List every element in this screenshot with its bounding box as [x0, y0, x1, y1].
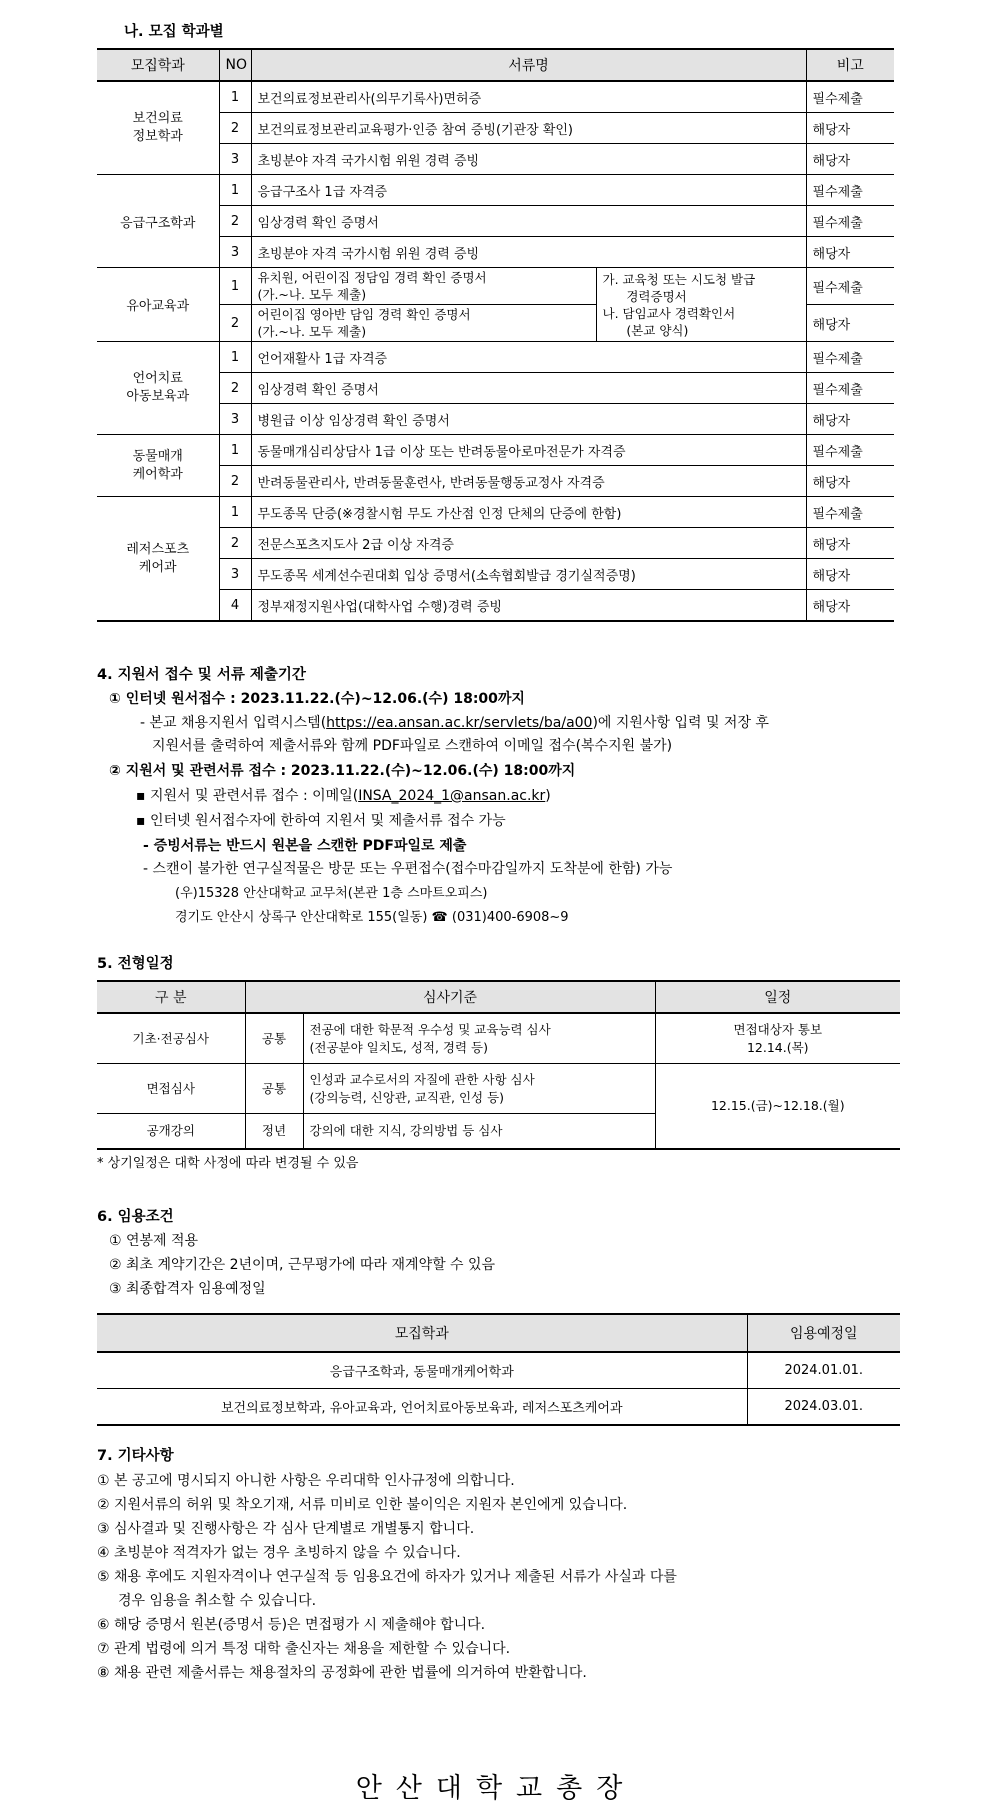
document-table-by-department — [97, 48, 894, 622]
table-row — [97, 1389, 900, 1426]
note-cell: 해당자 — [806, 404, 894, 435]
note-cell: 필수제출 — [806, 206, 894, 237]
section7-item-continued: 경우 임용을 취소할 수 있습니다. — [118, 1593, 317, 1609]
text: - 본교 채용지원서 입력시스템( — [140, 715, 327, 731]
doc-cell: 무도종목 세계선수권대회 입상 증명서(소속협회발급 경기실적증명) — [251, 559, 806, 590]
section4-address-2: 경기도 안산시 상록구 안산대학로 155(일동) ☎ (031)400-6908~9 — [175, 910, 569, 925]
apply-system-link[interactable]: https://ea.ansan.ac.kr/servlets/ba/a00 — [326, 715, 593, 731]
scope-cell: 공통 — [245, 1064, 303, 1114]
section-na-title: 나. 모집 학과별 — [124, 24, 224, 40]
header-stage: 구 분 — [97, 981, 245, 1013]
section7-item: ② 지원서류의 허위 및 착오기재, 서류 미비로 인한 불이익은 지원자 본인에게 있습니다. — [97, 1497, 628, 1513]
doc-cell: 어린이집 영아반 담임 경력 확인 증명서 (가.~나. 모두 제출) — [251, 305, 596, 342]
table-header-row — [97, 49, 894, 81]
dept-cell: 유아교육과 — [97, 268, 219, 342]
section6-item: ② 최초 계약기간은 2년이며, 근무평가에 따라 재계약할 수 있음 — [109, 1257, 496, 1273]
section6-title: 6. 임용조건 — [97, 1209, 174, 1225]
no-cell: 2 — [219, 528, 251, 559]
stage-cell: 공개강의 — [97, 1114, 245, 1150]
doc-cell: 전문스포츠지도사 2급 이상 자격증 — [251, 528, 806, 559]
doc-cell: 보건의료정보관리교육평가·인증 참여 증빙(기관장 확인) — [251, 113, 806, 144]
doc-cell: 무도종목 단증(※경찰시험 무도 가산점 인정 단체의 단증에 한함) — [251, 497, 806, 528]
section4-item1-detail — [140, 712, 769, 732]
president-signature: 안산대학교총장 — [355, 1773, 637, 1804]
no-cell: 3 — [219, 559, 251, 590]
section4-item1-detail-2: 지원서를 출력하여 제출서류와 함께 PDF파일로 스캔하여 이메일 접수(복수지원 불가) — [152, 738, 673, 754]
table-row — [97, 1064, 900, 1114]
header-schedule: 일정 — [655, 981, 900, 1013]
doc-cell: 반려동물관리사, 반려동물훈련사, 반려동물행동교정사 자격증 — [251, 466, 806, 497]
no-cell: 1 — [219, 175, 251, 206]
date-cell: 2024.03.01. — [747, 1389, 900, 1426]
header-dept: 모집학과 — [97, 1314, 747, 1352]
text: ) — [545, 788, 551, 804]
table-header-row — [97, 981, 900, 1013]
no-cell: 1 — [219, 81, 251, 113]
doc-cell: 동물매개심리상담사 1급 이상 또는 반려동물아로마전문가 자격증 — [251, 435, 806, 466]
header-note: 비고 — [806, 49, 894, 81]
schedule-table — [97, 980, 900, 1150]
note-cell: 필수제출 — [806, 497, 894, 528]
criteria-cell: 강의에 대한 지식, 강의방법 등 심사 — [303, 1114, 655, 1150]
header-no: NO — [219, 49, 251, 81]
scope-cell: 정년 — [245, 1114, 303, 1150]
note-cell: 필수제출 — [806, 342, 894, 373]
date-cell: 2024.01.01. — [747, 1352, 900, 1389]
stage-cell: 면접심사 — [97, 1064, 245, 1114]
doc-cell: 언어재활사 1급 자격증 — [251, 342, 806, 373]
dept-cell: 동물매개 케어학과 — [97, 435, 219, 497]
note-cell: 필수제출 — [806, 81, 894, 113]
stage-cell: 기초·전공심사 — [97, 1013, 245, 1064]
note-cell: 해당자 — [806, 113, 894, 144]
section7-item: ⑥ 해당 증명서 원본(증명서 등)은 면접평가 시 제출해야 합니다. — [97, 1617, 486, 1633]
section7-item: ⑦ 관계 법령에 의거 특정 대학 출신자는 채용을 제한할 수 있습니다. — [97, 1641, 511, 1657]
section7-title: 7. 기타사항 — [97, 1448, 174, 1464]
section4-dash2: - 스캔이 불가한 연구실적물은 방문 또는 우편접수(접수마감일까지 도착분에 한함) 가능 — [143, 861, 673, 877]
section5-title: 5. 전형일정 — [97, 956, 174, 972]
doc-cell: 초빙분야 자격 국가시험 위원 경력 증빙 — [251, 237, 806, 268]
text: ▪ 지원서 및 관련서류 접수 : 이메일( — [136, 788, 359, 804]
no-cell: 2 — [219, 113, 251, 144]
dept-cell: 응급구조학과, 동물매개케어학과 — [97, 1352, 747, 1389]
email-link[interactable]: INSA_2024_1@ansan.ac.kr — [358, 788, 546, 804]
section7-item: ⑧ 채용 관련 제출서류는 채용절차의 공정화에 관한 법률에 의거하여 반환합니다. — [97, 1665, 587, 1681]
table-row — [97, 435, 894, 466]
section4-item2: ② 지원서 및 관련서류 접수 : 2023.11.22.(수)~12.06.(수) 18:00까지 — [109, 763, 576, 779]
note-cell: 해당자 — [806, 144, 894, 175]
table-row — [97, 342, 894, 373]
no-cell: 1 — [219, 268, 251, 305]
schedule-cell: 면접대상자 통보 12.14.(목) — [655, 1013, 900, 1064]
table-row — [97, 175, 894, 206]
section6-item: ③ 최종합격자 임용예정일 — [109, 1281, 266, 1297]
schedule-note: * 상기일정은 대학 사정에 따라 변경될 수 있음 — [97, 1156, 359, 1171]
note-cell: 해당자 — [806, 590, 894, 622]
doc-cell: 유치원, 어린이집 정담임 경력 확인 증명서 (가.~나. 모두 제출) — [251, 268, 596, 305]
dept-cell: 응급구조학과 — [97, 175, 219, 268]
doc-side-note: 가. 교육청 또는 시도청 발급 경력증명서 나. 담임교사 경력확인서 (본교 양식) — [596, 268, 806, 342]
no-cell: 2 — [219, 305, 251, 342]
section4-title: 4. 지원서 접수 및 서류 제출기간 — [97, 667, 306, 683]
dept-cell: 레저스포츠 케어과 — [97, 497, 219, 622]
no-cell: 2 — [219, 206, 251, 237]
no-cell: 1 — [219, 342, 251, 373]
table-row — [97, 268, 894, 305]
appointment-table — [97, 1313, 900, 1426]
section7-item: ④ 초빙분야 적격자가 없는 경우 초빙하지 않을 수 있습니다. — [97, 1545, 461, 1561]
note-cell: 필수제출 — [806, 435, 894, 466]
doc-cell: 정부재정지원사업(대학사업 수행)경력 증빙 — [251, 590, 806, 622]
section7-item: ⑤ 채용 후에도 지원자격이나 연구실적 등 임용요건에 하자가 있거나 제출된 서류가 사실과 다를 — [97, 1569, 677, 1585]
dept-cell: 언어치료 아동보육과 — [97, 342, 219, 435]
table-row — [97, 497, 894, 528]
note-cell: 필수제출 — [806, 175, 894, 206]
dept-cell: 보건의료 정보학과 — [97, 81, 219, 175]
header-dept: 모집학과 — [97, 49, 219, 81]
no-cell: 3 — [219, 404, 251, 435]
doc-cell: 임상경력 확인 증명서 — [251, 206, 806, 237]
no-cell: 3 — [219, 144, 251, 175]
section4-item1: ① 인터넷 원서접수 : 2023.11.22.(수)~12.06.(수) 18:00까지 — [109, 691, 525, 707]
section6-item: ① 연봉제 적용 — [109, 1233, 199, 1249]
doc-cell: 병원급 이상 임상경력 확인 증명서 — [251, 404, 806, 435]
section4-bullet2: ▪ 인터넷 원서접수자에 한하여 지원서 및 제출서류 접수 가능 — [136, 813, 506, 829]
doc-cell: 초빙분야 자격 국가시험 위원 경력 증빙 — [251, 144, 806, 175]
no-cell: 1 — [219, 435, 251, 466]
header-doc: 서류명 — [251, 49, 806, 81]
section7-item: ① 본 공고에 명시되지 아니한 사항은 우리대학 인사규정에 의합니다. — [97, 1473, 515, 1489]
note-cell: 필수제출 — [806, 373, 894, 404]
no-cell: 2 — [219, 466, 251, 497]
text: )에 지원사항 입력 및 저장 후 — [592, 715, 769, 731]
no-cell: 1 — [219, 497, 251, 528]
section4-address-1: (우)15328 안산대학교 교무처(본관 1층 스마트오피스) — [175, 886, 488, 901]
no-cell: 3 — [219, 237, 251, 268]
section4-dash1: - 증빙서류는 반드시 원본을 스캔한 PDF파일로 제출 — [143, 838, 467, 854]
table-header-row — [97, 1314, 900, 1352]
note-cell: 해당자 — [806, 559, 894, 590]
table-row — [97, 1352, 900, 1389]
doc-cell: 보건의료정보관리사(의무기록사)면허증 — [251, 81, 806, 113]
note-cell: 해당자 — [806, 305, 894, 342]
table-row — [97, 81, 894, 113]
no-cell: 2 — [219, 373, 251, 404]
note-cell: 해당자 — [806, 237, 894, 268]
note-cell: 해당자 — [806, 528, 894, 559]
dept-cell: 보건의료정보학과, 유아교육과, 언어치료아동보육과, 레저스포츠케어과 — [97, 1389, 747, 1426]
section4-bullet1 — [136, 785, 551, 805]
doc-cell: 임상경력 확인 증명서 — [251, 373, 806, 404]
note-cell: 해당자 — [806, 466, 894, 497]
header-criteria: 심사기준 — [245, 981, 655, 1013]
schedule-cell: 12.15.(금)~12.18.(월) — [655, 1064, 900, 1150]
section7-item: ③ 심사결과 및 진행사항은 각 심사 단계별로 개별통지 합니다. — [97, 1521, 475, 1537]
no-cell: 4 — [219, 590, 251, 622]
table-row — [97, 1013, 900, 1064]
doc-cell: 응급구조사 1급 자격증 — [251, 175, 806, 206]
criteria-cell: 인성과 교수로서의 자질에 관한 사항 심사 (강의능력, 신앙관, 교직관, 인성 등) — [303, 1064, 655, 1114]
note-cell: 필수제출 — [806, 268, 894, 305]
header-date: 임용예정일 — [747, 1314, 900, 1352]
scope-cell: 공통 — [245, 1013, 303, 1064]
criteria-cell: 전공에 대한 학문적 우수성 및 교육능력 심사 (전공분야 일치도, 성적, 경력 등) — [303, 1013, 655, 1064]
